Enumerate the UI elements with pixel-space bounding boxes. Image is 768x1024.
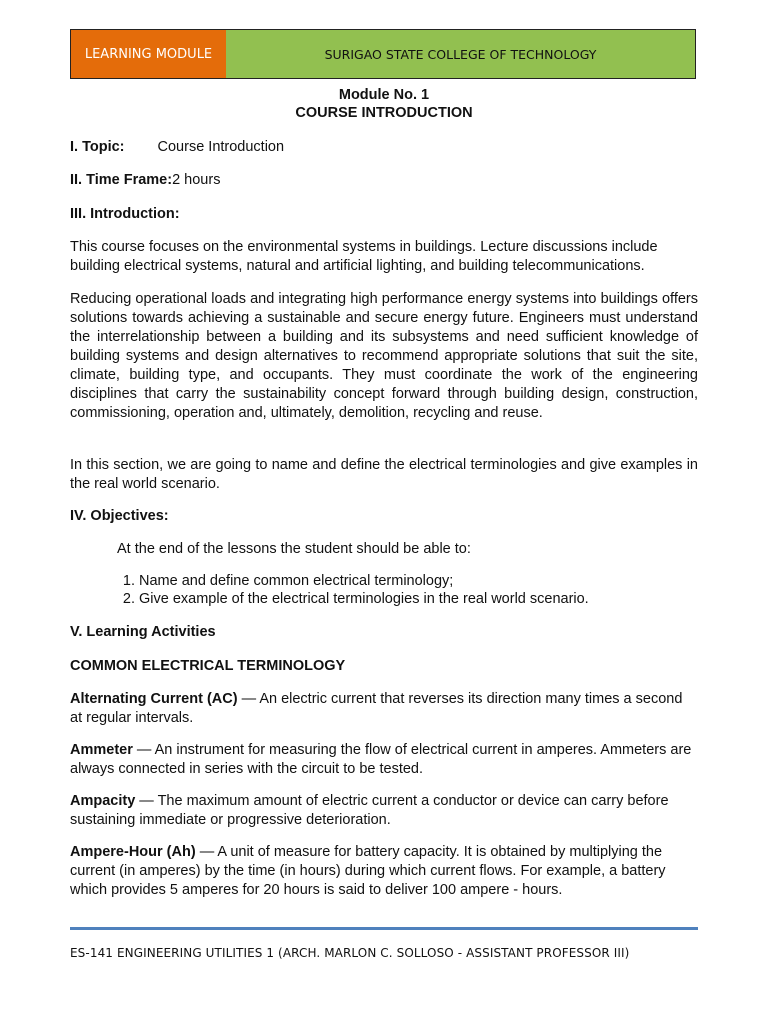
topic-value: Course Introduction: [157, 139, 285, 155]
module-header-bar: [70, 29, 696, 79]
objectives-heading: IV. Objectives:: [70, 508, 169, 524]
intro-paragraph-1: This course focuses on the environmental systems in buildings. Lecture discussions include building electrical systems, natural and artificial lighting, and building telecommunications.: [70, 239, 658, 274]
term-entry: [70, 690, 698, 728]
learning-activities-heading: V. Learning Activities: [70, 624, 216, 640]
topic-line: [70, 138, 284, 157]
module-title: COURSE INTRODUCTION: [295, 105, 473, 121]
objective-item: 2. Give example of the electrical terminologies in the real world scenario.: [139, 590, 589, 608]
module-number: Module No. 1: [338, 87, 430, 103]
introduction-heading: III. Introduction:: [70, 206, 180, 222]
learning-module-label: LEARNING MODULE: [71, 30, 226, 78]
term-name: Ampacity: [70, 793, 136, 809]
term-definition: — A unit of measure for battery capacity. It is obtained by multiplying the current (in amperes) by the time (in hours) during which current flows. For example, a battery which provides 5 amperes for 20 hours is said to deliver 100 ampere - hours.: [70, 844, 666, 898]
term-entry: [70, 741, 698, 779]
topic-label: I. Topic:: [70, 139, 125, 155]
term-name: Ammeter: [70, 742, 133, 758]
objectives-lead: At the end of the lessons the student should be able to:: [117, 541, 471, 557]
time-frame-label: II. Time Frame:: [70, 172, 173, 188]
term-entry: [70, 843, 698, 900]
term-name: Alternating Current (AC): [70, 691, 238, 707]
objectives-list: [117, 572, 589, 608]
term-entry: [70, 792, 698, 830]
footer-divider: [70, 927, 698, 930]
term-definition: — An electric current that reverses its direction many times a second at regular intervals.: [70, 691, 683, 726]
terminology-heading: COMMON ELECTRICAL TERMINOLOGY: [70, 658, 346, 674]
term-definition: — An instrument for measuring the flow of electrical current in amperes. Ammeters are always connected in series with the circuit to be tested.: [70, 742, 692, 777]
term-name: Ampere-Hour (Ah): [70, 844, 196, 860]
intro-paragraph-2: Reducing operational loads and integrating high performance energy systems into buildings offers solutions towards achieving a sustainable and secure energy future. Engineers must understand the interrelationship between a building and its subsystems and need sufficient knowledge of building systems and design alternatives to recommend appropriate solutions that suit the site, climate, building type, and occupants. They must coordinate the work of the engineering disciplines that carry the sustainability concept forward through building design, construction, commissioning, operation and, ultimately, demolition, recycling and reuse.: [70, 291, 698, 421]
footer-course-info: ES-141 ENGINEERING UTILITIES 1 (ARCH. MARLON C. SOLLOSO - ASSISTANT PROFESSOR III): [70, 946, 630, 960]
term-definition: — The maximum amount of electric current a conductor or device can carry before sustaining immediate or progressive deterioration.: [70, 793, 669, 828]
time-frame-value: 2 hours: [172, 172, 221, 188]
objective-item: 1. Name and define common electrical terminology;: [139, 572, 589, 590]
time-frame-line: [70, 171, 220, 190]
intro-paragraph-3: In this section, we are going to name and define the electrical terminologies and give examples in the real world scenario.: [70, 457, 698, 492]
college-name-label: SURIGAO STATE COLLEGE OF TECHNOLOGY: [226, 30, 695, 78]
